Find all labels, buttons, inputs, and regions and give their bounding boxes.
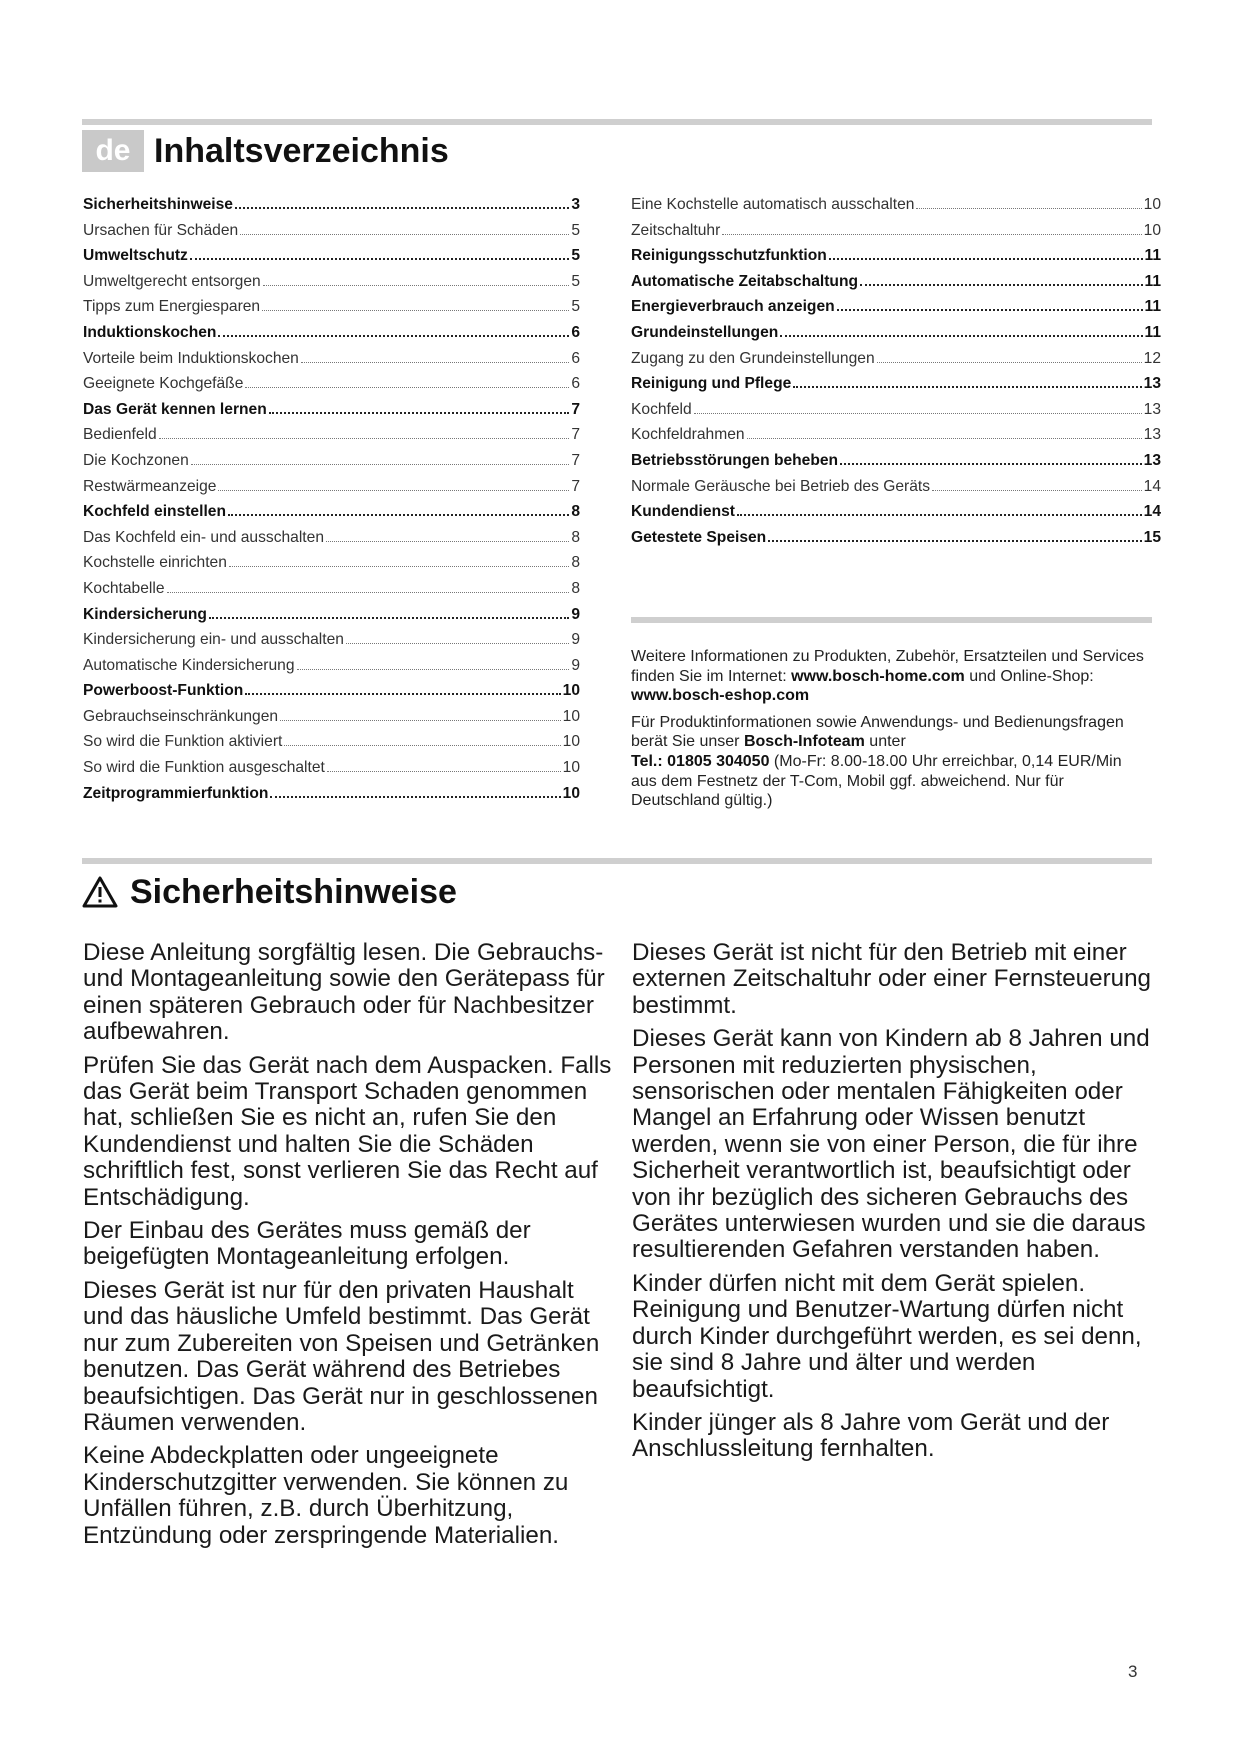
info-paragraph-web: Weitere Informationen zu Produkten, Zubehör, Ersatzteilen und Services finden Sie im Internet: www.bosch-home.com und Online-Shop: www.bosch-eshop.com — [631, 648, 1144, 705]
toc-dot-leader — [829, 258, 1143, 260]
toc-entry-page: 8 — [571, 503, 580, 521]
info-paragraph-contact: Für Produktinformationen sowie Anwendungs- und Bedienungsfragen berät Sie unser Bosch-Infoteam unter Tel.: 01805 304050 (Mo-Fr: 8.00-18.00 Uhr erreichbar, 0,14 EUR/Min aus dem Festnetz der T-Com, Mobil ggf. abweichend. Nur für Deutschland gültig.) — [631, 713, 1124, 810]
toc-entry-page: 9 — [571, 605, 580, 623]
toc-entry-label: Powerboost-Funktion — [83, 682, 244, 700]
toc-dot-leader — [235, 207, 569, 209]
toc-dot-leader — [346, 643, 569, 644]
toc-dot-leader — [747, 438, 1142, 439]
toc-entry-page: 3 — [571, 196, 580, 213]
toc-entry[interactable] — [631, 196, 1161, 222]
toc-dot-leader — [297, 669, 570, 670]
toc-entry-label: Induktionskochen — [83, 323, 217, 341]
toc-entry-label: Zeitprogrammierfunktion — [83, 784, 269, 802]
toc-entry-page: 9 — [571, 631, 580, 649]
toc-entry-page: 13 — [1143, 451, 1161, 469]
bosch-eshop-link[interactable]: www.bosch-eshop.com — [631, 687, 810, 705]
toc-entry-page: 10 — [562, 733, 580, 751]
toc-entry[interactable] — [83, 247, 580, 273]
toc-entry[interactable] — [83, 222, 580, 248]
toc-entry[interactable] — [83, 350, 580, 376]
toc-entry-page: 7 — [571, 451, 580, 469]
toc-entry-label: Umweltgerecht entsorgen — [83, 272, 261, 290]
toc-entry-page: 5 — [571, 221, 580, 239]
toc-dot-leader — [228, 514, 569, 516]
safety-left-column — [83, 940, 618, 1556]
toc-dot-leader — [218, 335, 569, 337]
toc-entry-page: 12 — [1143, 349, 1161, 367]
toc-entry[interactable] — [83, 631, 580, 657]
toc-entry-page: 9 — [571, 656, 580, 674]
toc-entry[interactable] — [631, 298, 1161, 324]
toc-entry[interactable] — [83, 273, 580, 299]
toc-entry-label: Das Gerät kennen lernen — [83, 400, 267, 418]
toc-entry-label: Kochfeld einstellen — [83, 503, 226, 521]
toc-entry[interactable] — [83, 196, 580, 222]
toc-entry[interactable] — [83, 606, 580, 632]
toc-entry-label: Ursachen für Schäden — [83, 221, 239, 239]
toc-dot-leader — [793, 386, 1141, 388]
toc-entry[interactable] — [631, 478, 1161, 504]
toc-dot-leader — [722, 234, 1141, 235]
toc-entry-page: 6 — [571, 349, 580, 367]
toc-entry-page: 5 — [571, 272, 580, 290]
toc-dot-leader — [916, 208, 1141, 209]
toc-dot-leader — [245, 387, 569, 388]
toc-entry-label: Kochfeld — [631, 400, 692, 418]
toc-entry[interactable] — [83, 682, 580, 708]
toc-dot-leader — [269, 412, 570, 414]
toc-entry-label: Energieverbrauch anzeigen — [631, 298, 835, 316]
toc-entry[interactable] — [631, 452, 1161, 478]
toc-dot-leader — [270, 796, 560, 798]
toc-entry-label: Automatische Zeitabschaltung — [631, 272, 859, 290]
toc-entry-page: 7 — [571, 400, 580, 418]
toc-dot-leader — [262, 310, 569, 311]
info-box — [631, 647, 1151, 818]
toc-entry-page: 10 — [1143, 196, 1161, 213]
toc-entry-label: Das Kochfeld ein- und ausschalten — [83, 528, 324, 546]
toc-entry-page: 13 — [1143, 375, 1161, 393]
toc-entry-page: 5 — [571, 298, 580, 316]
toc-entry[interactable] — [83, 554, 580, 580]
toc-entry[interactable] — [631, 273, 1161, 299]
toc-entry-page: 8 — [571, 528, 580, 546]
toc-entry-label: Kindersicherung — [83, 605, 207, 623]
toc-entry[interactable] — [631, 375, 1161, 401]
toc-entry[interactable] — [83, 580, 580, 606]
toc-entry-page: 14 — [1143, 477, 1161, 495]
safety-right-column — [632, 940, 1167, 1470]
toc-entry-page: 10 — [562, 759, 580, 777]
toc-entry[interactable] — [631, 401, 1161, 427]
info-rule — [631, 617, 1152, 623]
bosch-home-link[interactable]: www.bosch-home.com — [791, 667, 965, 685]
toc-entry[interactable] — [631, 426, 1161, 452]
toc-entry-page: 10 — [562, 784, 580, 802]
toc-entry[interactable] — [83, 426, 580, 452]
toc-entry-label: Normale Geräusche bei Betrieb des Geräts — [631, 477, 931, 495]
safety-paragraph: Kinder dürfen nicht mit dem Gerät spielen. Reinigung und Benutzer-Wartung dürfen nicht durch Kinder durchgeführt werden, es sei denn, sie sind 8 Jahre und älter und werden beaufsichtigt. — [632, 1269, 1142, 1403]
toc-entry-label: Automatische Kindersicherung — [83, 656, 295, 674]
safety-paragraph: Diese Anleitung sorgfältig lesen. Die Gebrauchs- und Montageanleitung sowie den Gerätepass für einen späteren Gebrauch oder für Nachbesitzer aufbewahren. — [83, 939, 605, 1046]
safety-paragraph: Kinder jünger als 8 Jahre vom Gerät und der Anschlussleitung fernhalten. — [632, 1408, 1110, 1463]
toc-dot-leader — [240, 234, 569, 235]
toc-entry-label: Vorteile beim Induktionskochen — [83, 349, 299, 367]
toc-entry-page: 10 — [562, 682, 580, 700]
toc-entry[interactable] — [83, 478, 580, 504]
toc-entry[interactable] — [83, 785, 580, 811]
toc-entry-page: 11 — [1144, 298, 1161, 316]
toc-entry-page: 10 — [1143, 221, 1161, 239]
toc-title: Inhaltsverzeichnis — [154, 132, 449, 170]
toc-entry[interactable] — [631, 222, 1161, 248]
toc-entry[interactable] — [83, 298, 580, 324]
toc-entry-page: 5 — [571, 247, 580, 265]
toc-entry-page: 8 — [571, 579, 580, 597]
toc-dot-leader — [229, 566, 569, 567]
toc-dot-leader — [768, 540, 1141, 542]
toc-dot-leader — [860, 284, 1143, 286]
phone-number: Tel.: 01805 304050 — [631, 752, 770, 770]
toc-left-column — [83, 196, 580, 810]
toc-dot-leader — [167, 592, 570, 593]
toc-entry-label: Gebrauchseinschränkungen — [83, 707, 279, 725]
toc-entry[interactable] — [83, 708, 580, 734]
infoteam-name: Bosch-Infoteam — [743, 733, 865, 751]
toc-entry-page: 11 — [1144, 247, 1161, 265]
toc-entry-label: Kundendienst — [631, 503, 735, 521]
toc-entry-label: So wird die Funktion ausgeschaltet — [83, 759, 325, 777]
toc-dot-leader — [159, 438, 570, 439]
safety-paragraph: Prüfen Sie das Gerät nach dem Auspacken. Falls das Gerät beim Transport Schaden genommen hat, schließen Sie es nicht an, rufen Sie den Kundendienst und halten Sie die Schäden schriftlich fest, sonst verlieren Sie das Recht auf Entschädigung. — [83, 1051, 612, 1211]
toc-entry-label: Reinigung und Pflege — [631, 375, 792, 393]
safety-paragraph: Dieses Gerät ist nicht für den Betrieb mit einer externen Zeitschaltuhr oder einer Fernsteuerung bestimmt. — [632, 939, 1151, 1019]
toc-dot-leader — [284, 745, 560, 746]
toc-entry-label: Umweltschutz — [83, 247, 188, 265]
toc-dot-leader — [191, 464, 570, 465]
toc-entry-label: Reinigungsschutzfunktion — [631, 247, 827, 265]
toc-entry-page: 11 — [1144, 323, 1161, 341]
toc-dot-leader — [837, 309, 1143, 311]
toc-entry-label: Betriebsstörungen beheben — [631, 451, 839, 469]
toc-entry-label: Kochfeldrahmen — [631, 426, 745, 444]
toc-entry-label: Kochtabelle — [83, 579, 165, 597]
toc-dot-leader — [218, 490, 569, 491]
toc-right-column — [631, 196, 1161, 554]
toc-entry[interactable] — [83, 324, 580, 350]
toc-entry-label: Restwärmeanzeige — [83, 477, 217, 495]
toc-entry[interactable] — [83, 503, 580, 529]
toc-entry-page: 10 — [562, 707, 580, 725]
toc-entry-label: Die Kochzonen — [83, 451, 189, 469]
toc-entry[interactable] — [631, 247, 1161, 273]
toc-entry-page: 14 — [1143, 503, 1161, 521]
toc-dot-leader — [209, 617, 569, 619]
toc-entry[interactable] — [631, 350, 1161, 376]
toc-dot-leader — [694, 413, 1142, 414]
toc-entry[interactable] — [631, 529, 1161, 555]
page-number: 3 — [1128, 1662, 1138, 1681]
safety-paragraph: Dieses Gerät kann von Kindern ab 8 Jahren und Personen mit reduzierten physischen, sensorischen oder mentalen Fähigkeiten oder Mangel an Erfahrung oder Wissen benutzt werden, wenn sie von einer Person, die für ihre Sicherheit verantwortlich ist, beaufsichtigt oder von ihr bezüglich des sicheren Gebrauchs des Gerätes unterwiesen wurden und sie die daraus resultierenden Gefahren verstanden haben. — [632, 1025, 1150, 1264]
toc-entry-page: 13 — [1143, 400, 1161, 418]
toc-entry[interactable] — [631, 324, 1161, 350]
toc-entry-page: 6 — [571, 323, 580, 341]
toc-entry-page: 7 — [571, 426, 580, 444]
toc-entry-label: Sicherheitshinweise — [83, 196, 233, 213]
toc-entry[interactable] — [83, 375, 580, 401]
safety-paragraph: Keine Abdeckplatten oder ungeeignete Kinderschutzgitter verwenden. Sie können zu Unfällen führen, z.B. durch Überhitzung, Entzündung oder zerspringende Materialien. — [83, 1442, 569, 1549]
toc-entry[interactable] — [83, 401, 580, 427]
toc-entry-page: 6 — [571, 375, 580, 393]
toc-dot-leader — [780, 335, 1142, 337]
toc-entry-label: Grundeinstellungen — [631, 323, 779, 341]
toc-entry[interactable] — [83, 657, 580, 683]
toc-entry-label: Geeignete Kochgefäße — [83, 375, 244, 393]
toc-entry-label: Kochstelle einrichten — [83, 554, 227, 572]
safety-heading — [82, 868, 457, 916]
toc-entry[interactable] — [83, 733, 580, 759]
safety-title: Sicherheitshinweise — [130, 872, 457, 911]
toc-dot-leader — [280, 720, 561, 721]
toc-entry-page: 7 — [571, 477, 580, 495]
toc-entry-page: 8 — [571, 554, 580, 572]
top-rule — [82, 119, 1152, 125]
safety-paragraph: Dieses Gerät ist nur für den privaten Haushalt und das häusliche Umfeld bestimmt. Das Gerät nur zum Zubereiten von Speisen und Getränken benutzen. Das Gerät während des Betriebes beaufsichtigen. Das Gerät nur in geschlossenen Räumen verwenden. — [83, 1276, 600, 1436]
safety-rule — [82, 858, 1152, 864]
toc-dot-leader — [245, 693, 560, 695]
toc-entry-page: 11 — [1144, 272, 1161, 290]
toc-entry[interactable] — [83, 759, 580, 785]
toc-entry[interactable] — [83, 452, 580, 478]
toc-entry-label: Bedienfeld — [83, 426, 157, 444]
toc-entry-label: Zugang zu den Grundeinstellungen — [631, 349, 875, 367]
toc-entry-label: Tipps zum Energiesparen — [83, 298, 261, 316]
toc-entry-label: Kindersicherung ein- und ausschalten — [83, 631, 344, 649]
toc-entry[interactable] — [83, 529, 580, 555]
toc-dot-leader — [877, 362, 1142, 363]
toc-entry-page: 15 — [1143, 528, 1161, 546]
toc-dot-leader — [263, 285, 570, 286]
warning-icon — [82, 875, 118, 909]
toc-entry-label: Eine Kochstelle automatisch ausschalten — [631, 196, 915, 213]
toc-dot-leader — [326, 541, 569, 542]
toc-entry-page: 13 — [1143, 426, 1161, 444]
toc-dot-leader — [737, 514, 1142, 516]
toc-entry[interactable] — [631, 503, 1161, 529]
toc-entry-label: Getestete Speisen — [631, 528, 767, 546]
toc-dot-leader — [840, 463, 1142, 465]
toc-dot-leader — [190, 258, 569, 260]
toc-dot-leader — [327, 771, 561, 772]
toc-dot-leader — [301, 362, 569, 363]
toc-entry-label: So wird die Funktion aktiviert — [83, 733, 283, 751]
language-badge: de — [82, 130, 144, 172]
toc-entry-label: Zeitschaltuhr — [631, 221, 721, 239]
toc-dot-leader — [932, 490, 1142, 491]
safety-paragraph: Der Einbau des Gerätes muss gemäß der beigefügten Montageanleitung erfolgen. — [83, 1217, 531, 1271]
